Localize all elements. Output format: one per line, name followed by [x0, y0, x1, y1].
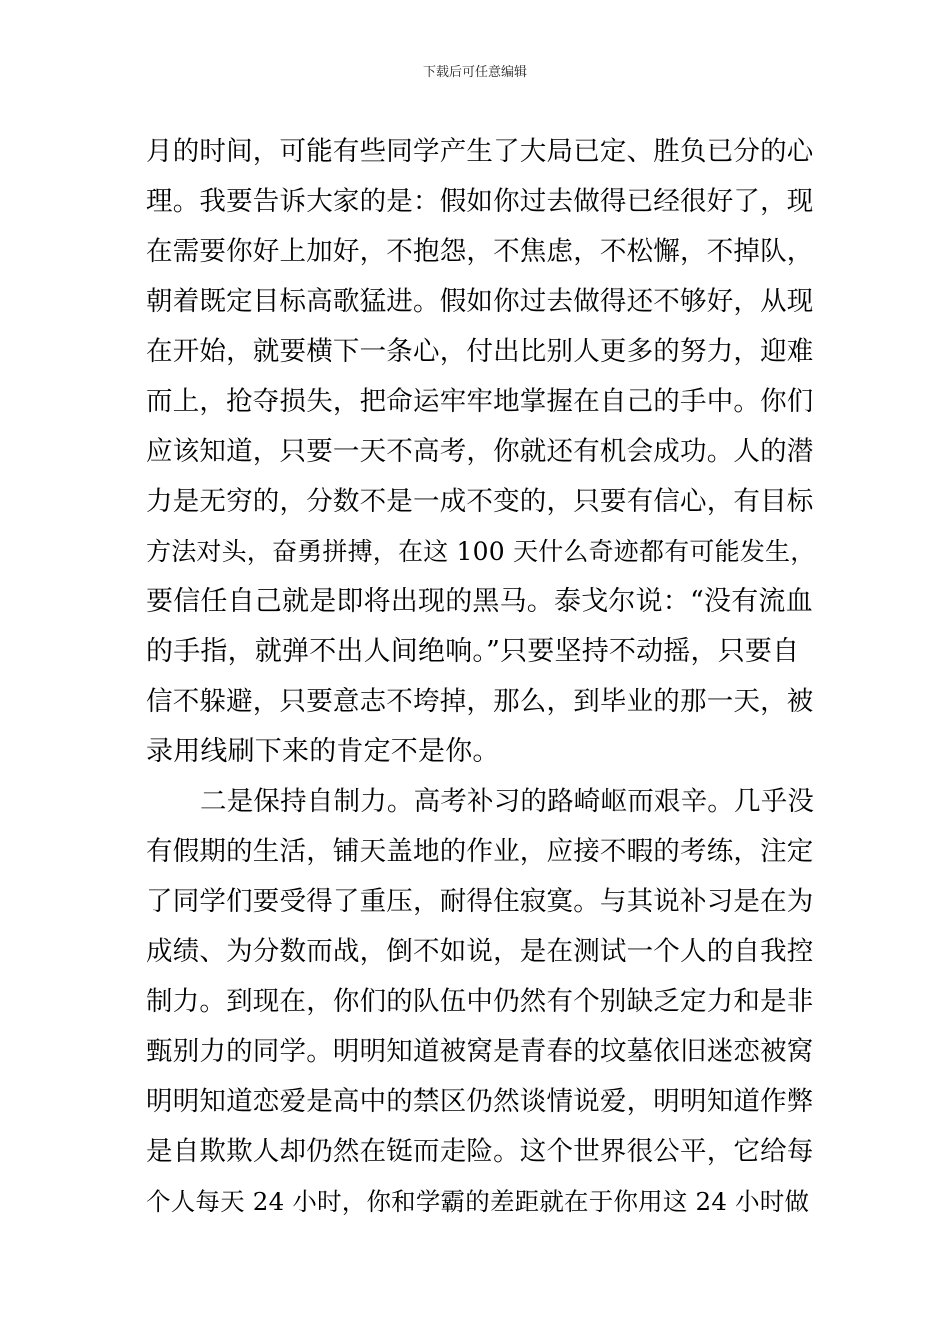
- text-line: 在开始，就要横下一条心，付出比别人更多的努力，迎难: [146, 336, 814, 367]
- text-line: 二是保持自制力。高考补习的路崎岖而艰辛。几乎没: [200, 786, 815, 817]
- text-line: 要信任自己就是即将出现的黑马。泰戈尔说：“没有流血: [146, 586, 813, 617]
- text-line: 信不躲避，只要意志不垮掉，那么，到毕业的那一天，被: [146, 686, 814, 717]
- text-line: 甄别力的同学。明明知道被窝是青春的坟墓依旧迷恋被窝: [146, 1036, 814, 1067]
- text-line: 有假期的生活，铺天盖地的作业，应接不暇的考练，注定: [146, 836, 814, 867]
- header-note: 下载后可任意编辑: [422, 65, 527, 80]
- text-line: 的手指，就弹不出人间绝响。”只要坚持不动摇，只要自: [146, 636, 800, 667]
- text-line: 了同学们要受得了重压，耐得住寂寞。与其说补习是在为: [146, 886, 814, 917]
- text-line: 理。我要告诉大家的是：假如你过去做得已经很好了，现: [146, 186, 814, 217]
- text-line: 制力。到现在，你们的队伍中仍然有个别缺乏定力和是非: [146, 986, 814, 1017]
- text-line: 在需要你好上加好，不抱怨，不焦虑，不松懈，不掉队，: [146, 236, 814, 267]
- text-line: 月的时间，可能有些同学产生了大局已定、胜负已分的心: [146, 136, 814, 167]
- text-line: 方法对头，奋勇拼搏，在这 100 天什么奇迹都有可能发生，: [146, 537, 816, 566]
- text-line: 力是无穷的，分数不是一成不变的，只要有信心，有目标: [146, 486, 814, 517]
- text-line: 成绩、为分数而战，倒不如说，是在测试一个人的自我控: [146, 936, 814, 967]
- text-line: 朝着既定目标高歌猛进。假如你过去做得还不够好，从现: [146, 286, 814, 317]
- text-line: 明明知道恋爱是高中的禁区仍然谈情说爱，明明知道作弊: [146, 1086, 814, 1117]
- text-line: 个人每天 24 小时，你和学霸的差距就在于你用这 24 小时做: [146, 1187, 810, 1216]
- text-line: 是自欺欺人却仍然在铤而走险。这个世界很公平，它给每: [146, 1136, 814, 1167]
- text-line: 应该知道，只要一天不高考，你就还有机会成功。人的潜: [146, 436, 814, 467]
- text-line: 录用线刷下来的肯定不是你。: [146, 736, 500, 767]
- text-line: 而上，抢夺损失，把命运牢牢地掌握在自己的手中。你们: [146, 386, 814, 417]
